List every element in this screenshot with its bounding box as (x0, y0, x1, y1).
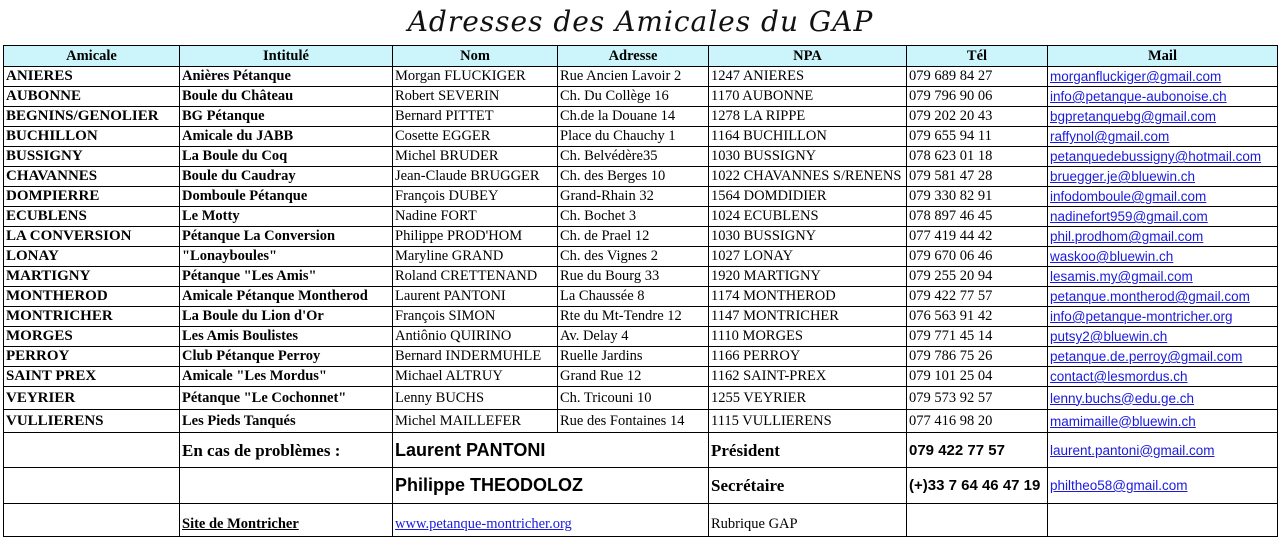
page-title: Adresses des Amicales du GAP (407, 5, 874, 38)
cell-mail (1048, 267, 1278, 287)
cell-nom: Lenny BUCHS (393, 387, 558, 410)
cell-tel: 079 573 92 57 (907, 387, 1048, 410)
cell-intitule: Les Amis Boulistes (180, 327, 393, 347)
cell-amicale: PERROY (4, 347, 180, 367)
cell-intitule: Amicale Pétanque Montherod (180, 287, 393, 307)
cell-intitule: Domboule Pétanque (180, 187, 393, 207)
cell-intitule: Les Pieds Tanqués (180, 410, 393, 433)
cell-nom: Jean-Claude BRUGGER (393, 167, 558, 187)
cell-adresse: La Chaussée 8 (558, 287, 709, 307)
cell-npa: 1174 MONTHEROD (709, 287, 907, 307)
cell-mail (1048, 87, 1278, 107)
cell-amicale: BEGNINS/GENOLIER (4, 107, 180, 127)
table-row (4, 227, 1278, 247)
president-role: Président (709, 433, 907, 468)
mail-link[interactable]: lesamis.my@gmail.com (1050, 269, 1193, 284)
mail-link[interactable]: info@petanque-aubonoise.ch (1050, 89, 1227, 104)
cell-npa: 1027 LONAY (709, 247, 907, 267)
cell-adresse: Ch. des Berges 10 (558, 167, 709, 187)
cell-nom: Maryline GRAND (393, 247, 558, 267)
mail-link[interactable]: infodomboule@gmail.com (1050, 189, 1207, 204)
table-row (4, 167, 1278, 187)
cell-tel: 079 796 90 06 (907, 87, 1048, 107)
cell-amicale: LA CONVERSION (4, 227, 180, 247)
cell-intitule: Amicale "Les Mordus" (180, 367, 393, 387)
cell-npa: 1147 MONTRICHER (709, 307, 907, 327)
cell-amicale: VULLIERENS (4, 410, 180, 433)
cell-nom: Morgan FLUCKIGER (393, 67, 558, 87)
cell-npa: 1030 BUSSIGNY (709, 147, 907, 167)
cell-npa: 1166 PERROY (709, 347, 907, 367)
cell-tel: 077 416 98 20 (907, 410, 1048, 433)
cell-amicale: SAINT PREX (4, 367, 180, 387)
cell-npa: 1110 MORGES (709, 327, 907, 347)
cell-tel: 078 897 46 45 (907, 207, 1048, 227)
cell-intitule: Club Pétanque Perroy (180, 347, 393, 367)
cell-tel: 079 330 82 91 (907, 187, 1048, 207)
mail-link[interactable]: waskoo@bluewin.ch (1050, 249, 1174, 264)
mail-link[interactable]: contact@lesmordus.ch (1050, 369, 1188, 384)
table-body (4, 67, 1278, 433)
table-row (4, 247, 1278, 267)
cell-tel: 077 419 44 42 (907, 227, 1048, 247)
footer-empty-cell (4, 468, 180, 504)
problems-label: En cas de problèmes : (180, 433, 393, 468)
col-header-intitule: Intitulé (180, 46, 393, 67)
cell-mail (1048, 147, 1278, 167)
cell-intitule: Amicale du JABB (180, 127, 393, 147)
cell-intitule: Boule du Caudray (180, 167, 393, 187)
cell-npa: 1247 ANIERES (709, 67, 907, 87)
table-row (4, 387, 1278, 410)
cell-npa: 1920 MARTIGNY (709, 267, 907, 287)
cell-adresse: Rue Ancien Lavoir 2 (558, 67, 709, 87)
cell-amicale: VEYRIER (4, 387, 180, 410)
cell-mail (1048, 347, 1278, 367)
cell-nom: Philippe PROD'HOM (393, 227, 558, 247)
cell-npa: 1170 AUBONNE (709, 87, 907, 107)
cell-npa: 1024 ECUBLENS (709, 207, 907, 227)
secretary-mail-cell (1048, 468, 1278, 504)
footer-empty-cell (180, 468, 393, 504)
table-row (4, 187, 1278, 207)
secretary-row (4, 468, 1278, 504)
cell-mail (1048, 227, 1278, 247)
mail-link[interactable]: bruegger.je@bluewin.ch (1050, 169, 1196, 184)
cell-intitule: Pétanque La Conversion (180, 227, 393, 247)
amicales-table (3, 45, 1278, 537)
cell-mail (1048, 167, 1278, 187)
cell-tel: 079 255 20 94 (907, 267, 1048, 287)
cell-intitule: BG Pétanque (180, 107, 393, 127)
cell-tel: 079 689 84 27 (907, 67, 1048, 87)
cell-nom: Antiônio QUIRINO (393, 327, 558, 347)
cell-tel: 079 771 45 14 (907, 327, 1048, 347)
cell-nom: François DUBEY (393, 187, 558, 207)
cell-intitule: La Boule du Coq (180, 147, 393, 167)
cell-mail (1048, 107, 1278, 127)
cell-nom: François SIMON (393, 307, 558, 327)
cell-mail (1048, 327, 1278, 347)
cell-mail (1048, 187, 1278, 207)
mail-link[interactable]: bgpretanquebg@gmail.com (1050, 109, 1217, 124)
secretary-role: Secrétaire (709, 468, 907, 504)
president-name: Laurent PANTONI (393, 433, 709, 468)
mail-link[interactable]: petanque.montherod@gmail.com (1050, 289, 1250, 304)
cell-adresse: Ch. Bochet 3 (558, 207, 709, 227)
col-header-amicale: Amicale (4, 46, 180, 67)
president-tel: 079 422 77 57 (907, 433, 1048, 468)
cell-npa: 1115 VULLIERENS (709, 410, 907, 433)
table-row (4, 127, 1278, 147)
cell-amicale: BUCHILLON (4, 127, 180, 147)
cell-mail (1048, 367, 1278, 387)
mail-link[interactable]: morganfluckiger@gmail.com (1050, 69, 1222, 84)
cell-nom: Roland CRETTENAND (393, 267, 558, 287)
site-row (4, 504, 1278, 537)
table-row (4, 107, 1278, 127)
col-header-mail: Mail (1048, 46, 1278, 67)
cell-mail (1048, 207, 1278, 227)
cell-intitule: Pétanque "Les Amis" (180, 267, 393, 287)
cell-adresse: Ruelle Jardins (558, 347, 709, 367)
table-row (4, 287, 1278, 307)
cell-intitule: Le Motty (180, 207, 393, 227)
col-header-tel: Tél (907, 46, 1048, 67)
cell-intitule: Anières Pétanque (180, 67, 393, 87)
cell-mail (1048, 127, 1278, 147)
cell-nom: Laurent PANTONI (393, 287, 558, 307)
cell-intitule: Boule du Château (180, 87, 393, 107)
cell-nom: Nadine FORT (393, 207, 558, 227)
president-row (4, 433, 1278, 468)
table-row (4, 367, 1278, 387)
site-url-cell (393, 504, 709, 537)
mail-link[interactable]: petanque.de.perroy@gmail.com (1050, 349, 1243, 364)
table-row (4, 267, 1278, 287)
cell-tel: 078 623 01 18 (907, 147, 1048, 167)
cell-amicale: ECUBLENS (4, 207, 180, 227)
president-mail-link[interactable]: laurent.pantoni@gmail.com (1050, 442, 1215, 458)
cell-adresse: Ch.de la Douane 14 (558, 107, 709, 127)
cell-tel: 079 101 25 04 (907, 367, 1048, 387)
cell-tel: 076 563 91 42 (907, 307, 1048, 327)
site-label-text: Site de Montricher (182, 516, 299, 532)
col-header-adresse: Adresse (558, 46, 709, 67)
cell-npa: 1030 BUSSIGNY (709, 227, 907, 247)
cell-npa: 1564 DOMDIDIER (709, 187, 907, 207)
table-row (4, 87, 1278, 107)
mail-link[interactable]: nadinefort959@gmail.com (1050, 209, 1208, 224)
mail-link[interactable]: petanquedebussigny@hotmail.com (1050, 149, 1262, 164)
cell-amicale: CHAVANNES (4, 167, 180, 187)
cell-tel: 079 422 77 57 (907, 287, 1048, 307)
mail-link[interactable]: raffynol@gmail.com (1050, 129, 1170, 144)
cell-amicale: MONTHEROD (4, 287, 180, 307)
secretary-mail-link[interactable]: philtheo58@gmail.com (1050, 478, 1188, 493)
col-header-nom: Nom (393, 46, 558, 67)
cell-intitule: La Boule du Lion d'Or (180, 307, 393, 327)
cell-adresse: Grand-Rhain 32 (558, 187, 709, 207)
cell-mail (1048, 287, 1278, 307)
cell-tel: 079 670 06 46 (907, 247, 1048, 267)
header-row (4, 46, 1278, 67)
cell-npa: 1164 BUCHILLON (709, 127, 907, 147)
cell-adresse: Rte du Mt-Tendre 12 (558, 307, 709, 327)
table-row (4, 410, 1278, 433)
cell-amicale: BUSSIGNY (4, 147, 180, 167)
cell-npa: 1278 LA RIPPE (709, 107, 907, 127)
rubrique-label: Rubrique GAP (709, 504, 907, 537)
table-row (4, 347, 1278, 367)
cell-amicale: DOMPIERRE (4, 187, 180, 207)
cell-intitule: Pétanque "Le Cochonnet" (180, 387, 393, 410)
table-row (4, 327, 1278, 347)
cell-adresse: Rue des Fontaines 14 (558, 410, 709, 433)
mail-link[interactable]: info@petanque-montricher.org (1050, 309, 1233, 324)
cell-nom: Michel MAILLEFER (393, 410, 558, 433)
footer-empty-cell (4, 504, 180, 537)
cell-adresse: Ch. Du Collège 16 (558, 87, 709, 107)
cell-amicale: MORGES (4, 327, 180, 347)
cell-npa: 1162 SAINT-PREX (709, 367, 907, 387)
table-row (4, 67, 1278, 87)
cell-npa: 1022 CHAVANNES S/RENENS (709, 167, 907, 187)
cell-mail (1048, 67, 1278, 87)
cell-mail (1048, 410, 1278, 433)
cell-nom: Robert SEVERIN (393, 87, 558, 107)
cell-adresse: Grand Rue 12 (558, 367, 709, 387)
cell-tel: 079 202 20 43 (907, 107, 1048, 127)
cell-nom: Michael ALTRUY (393, 367, 558, 387)
cell-amicale: LONAY (4, 247, 180, 267)
cell-adresse: Ch. Tricouni 10 (558, 387, 709, 410)
cell-adresse: Rue du Bourg 33 (558, 267, 709, 287)
table-row (4, 307, 1278, 327)
cell-npa: 1255 VEYRIER (709, 387, 907, 410)
cell-mail (1048, 307, 1278, 327)
president-mail-cell (1048, 433, 1278, 468)
cell-tel: 079 655 94 11 (907, 127, 1048, 147)
cell-intitule: "Lonayboules" (180, 247, 393, 267)
cell-nom: Michel BRUDER (393, 147, 558, 167)
cell-adresse: Place du Chauchy 1 (558, 127, 709, 147)
cell-adresse: Ch. Belvédère35 (558, 147, 709, 167)
site-label (180, 504, 393, 537)
secretary-tel: (+)33 7 64 46 47 19 (907, 468, 1048, 504)
mail-link[interactable]: putsy2@bluewin.ch (1050, 329, 1168, 344)
mail-link[interactable]: mamimaille@bluewin.ch (1050, 413, 1196, 429)
cell-amicale: MONTRICHER (4, 307, 180, 327)
cell-mail (1048, 247, 1278, 267)
site-url-link[interactable]: www.petanque-montricher.org (395, 516, 572, 532)
cell-tel: 079 786 75 26 (907, 347, 1048, 367)
cell-adresse: Ch. de Prael 12 (558, 227, 709, 247)
secretary-name: Philippe THEODOLOZ (393, 468, 709, 504)
cell-adresse: Av. Delay 4 (558, 327, 709, 347)
cell-nom: Bernard INDERMUHLE (393, 347, 558, 367)
contact-footer (4, 433, 1278, 537)
footer-empty-cell (4, 433, 180, 468)
cell-nom: Bernard PITTET (393, 107, 558, 127)
col-header-npa: NPA (709, 46, 907, 67)
table-row (4, 147, 1278, 167)
cell-amicale: MARTIGNY (4, 267, 180, 287)
cell-tel: 079 581 47 28 (907, 167, 1048, 187)
footer-empty-cell (1048, 504, 1278, 537)
cell-amicale: AUBONNE (4, 87, 180, 107)
table-row (4, 207, 1278, 227)
cell-mail (1048, 387, 1278, 410)
footer-empty-cell (907, 504, 1048, 537)
cell-amicale: ANIERES (4, 67, 180, 87)
mail-link[interactable]: lenny.buchs@edu.ge.ch (1050, 390, 1195, 406)
mail-link[interactable]: phil.prodhom@gmail.com (1050, 229, 1204, 244)
cell-nom: Cosette EGGER (393, 127, 558, 147)
cell-adresse: Ch. des Vignes 2 (558, 247, 709, 267)
